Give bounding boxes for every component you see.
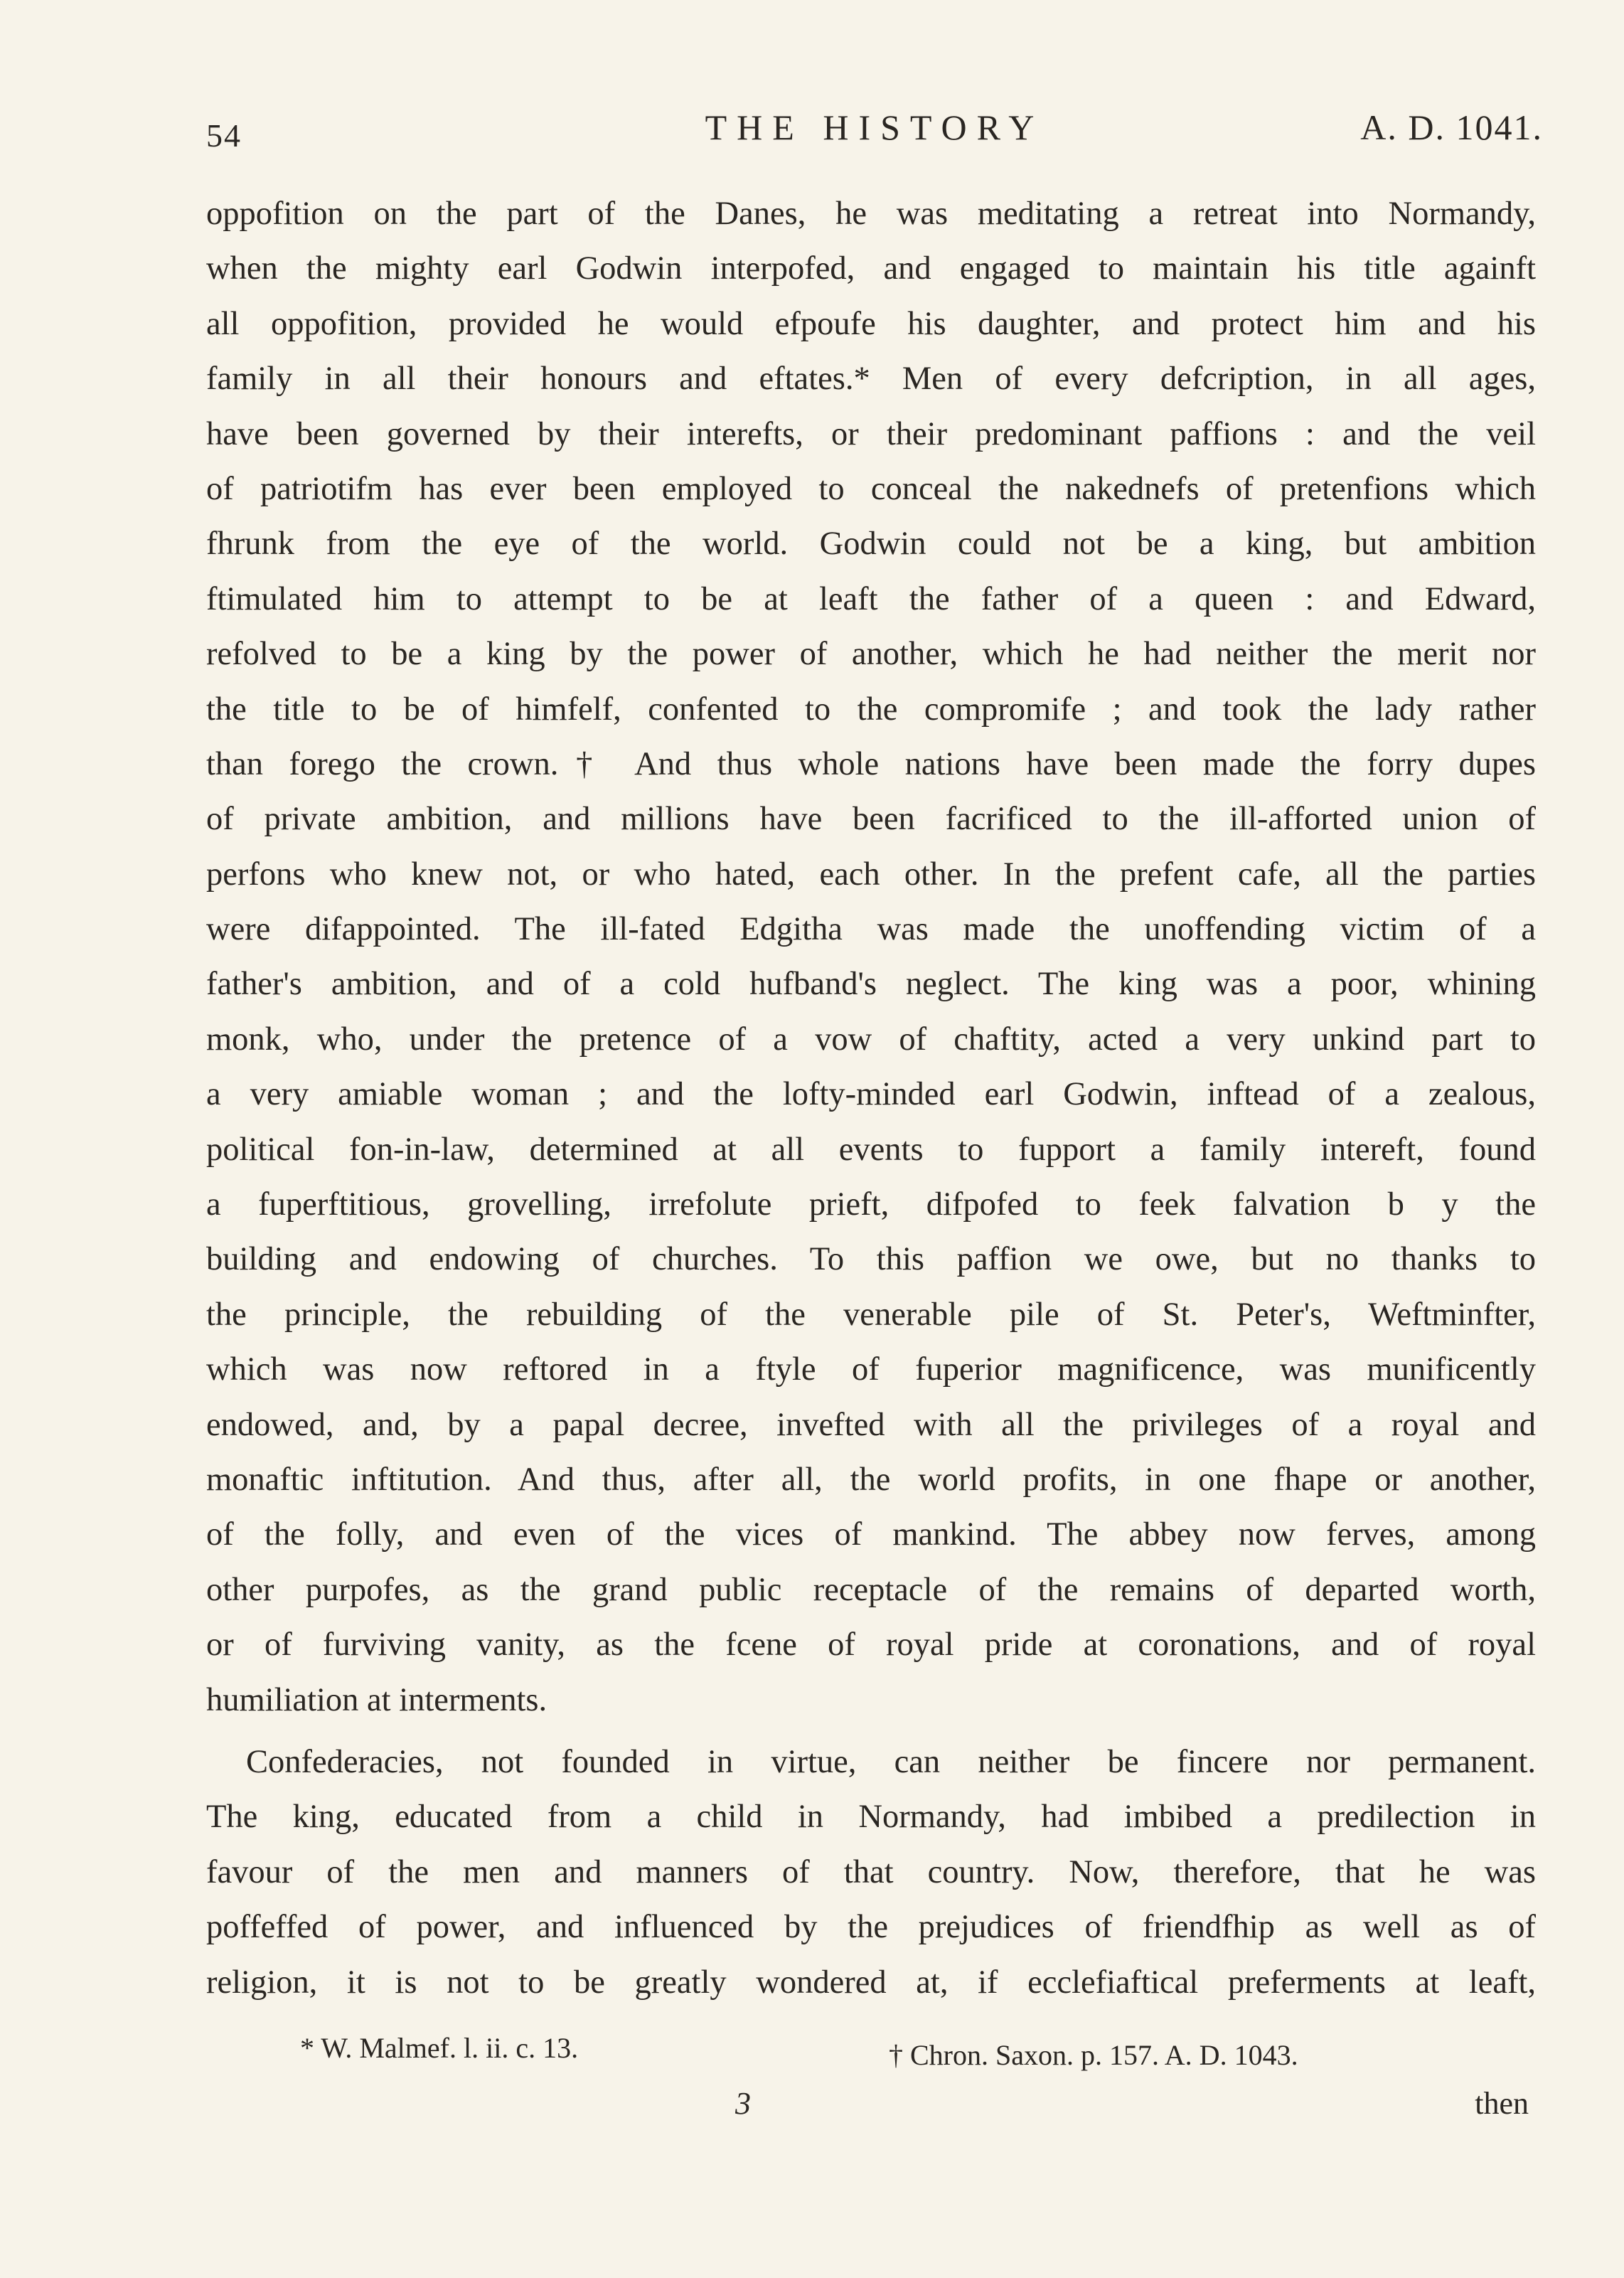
footnotes [206, 2031, 1536, 2081]
text-line: have been governed by their interefts, or their predominant paffions : and the veil [206, 415, 1536, 452]
text-line: were difappointed. The ill-fated Edgitha was made the unoffending victim of a [206, 911, 1536, 948]
text-line: Confederacies, not founded in virtue, can neither be fincere nor permanent. [246, 1743, 1536, 1780]
text-line: the title to be of himfelf, confented to the compromife ; and took the lady rather [206, 691, 1536, 728]
page-footer [206, 2085, 1536, 2135]
text-line: religion, it is not to be greatly wondered at, if ecclefiaftical preferments at leaft, [206, 1964, 1536, 2001]
text-line: when the mighty earl Godwin interpofed, and engaged to maintain his title againft [206, 250, 1536, 287]
text-line: or of furviving vanity, as the fcene of royal pride at coronations, and of royal [206, 1627, 1536, 1664]
catchword: then [1475, 2086, 1529, 2121]
text-line: political fon-in-law, determined at all events to fupport a family intereft, found [206, 1131, 1536, 1168]
footnote-2: † Chron. Saxon. p. 157. A. D. 1043. [889, 2039, 1298, 2071]
paragraph-1 [206, 186, 1536, 1728]
text-line: which was now reftored in a ftyle of fuperior magnificence, was munificently [206, 1351, 1536, 1388]
paragraph-2 [206, 1735, 1536, 2010]
body-text [206, 186, 1536, 2010]
text-line: than forego the crown.† And thus whole nations have been made the forry dupes [206, 745, 1536, 782]
text-line: monaftic inftitution. And thus, after all, the world profits, in one fhape or another, [206, 1461, 1536, 1498]
running-title: THE HISTORY [705, 107, 1045, 147]
text-line: all oppofition, provided he would efpoufe his daughter, and protect him and his [206, 305, 1536, 342]
running-header [206, 107, 1543, 164]
text-line: fhrunk from the eye of the world. Godwin could not be a king, but ambition [206, 526, 1536, 563]
text-line: poffeffed of power, and influenced by the prejudices of friendfhip as well as of [206, 1909, 1536, 1946]
text-line: oppofition on the part of the Danes, he was meditating a retreat into Normandy, [206, 196, 1536, 232]
text-line: building and endowing of churches. To this paffion we owe, but no thanks to [206, 1241, 1536, 1278]
running-date: A. D. 1041. [1360, 107, 1543, 147]
text-line: favour of the men and manners of that country. Now, therefore, that he was [206, 1853, 1536, 1890]
text-line: family in all their honours and eftates.* Men of every defcription, in all ages, [206, 361, 1536, 398]
text-line: humiliation at interments. [206, 1681, 547, 1718]
text-line: The king, educated from a child in Normandy, had imbibed a predilection in [206, 1799, 1536, 1836]
text-line: monk, who, under the pretence of a vow of chaftity, acted a very unkind part to [206, 1021, 1536, 1058]
text-line: of the folly, and even of the vices of mankind. The abbey now ferves, among [206, 1516, 1536, 1553]
text-line: other purpofes, as the grand public receptacle of the remains of departed worth, [206, 1571, 1536, 1608]
text-line: refolved to be a king by the power of another, which he had neither the merit nor [206, 636, 1536, 673]
text-line: a very amiable woman ; and the lofty-minded earl Godwin, inftead of a zealous, [206, 1076, 1536, 1113]
text-line: perfons who knew not, or who hated, each other. In the prefent cafe, all the parties [206, 856, 1536, 893]
footnote-1: * W. Malmef. l. ii. c. 13. [300, 2032, 579, 2064]
text-line: the principle, the rebuilding of the venerable pile of St. Peter's, Weftminfter, [206, 1296, 1536, 1333]
text-line: father's ambition, and of a cold hufband's neglect. The king was a poor, whining [206, 966, 1536, 1003]
text-line: of private ambition, and millions have been facrificed to the ill-afforted union of [206, 801, 1536, 838]
text-line: ftimulated him to attempt to be at leaft the father of a queen : and Edward, [206, 580, 1536, 617]
page-number: 54 [206, 117, 242, 154]
text-line: a fuperftitious, grovelling, irrefolute prieft, difpofed to feek falvation b y the [206, 1186, 1536, 1223]
signature-mark: 3 [735, 2086, 751, 2121]
text-line: endowed, and, by a papal decree, invefted with all the privileges of a royal and [206, 1406, 1536, 1443]
text-line: of patriotifm has ever been employed to conceal the nakednefs of pretenfions which [206, 470, 1536, 507]
